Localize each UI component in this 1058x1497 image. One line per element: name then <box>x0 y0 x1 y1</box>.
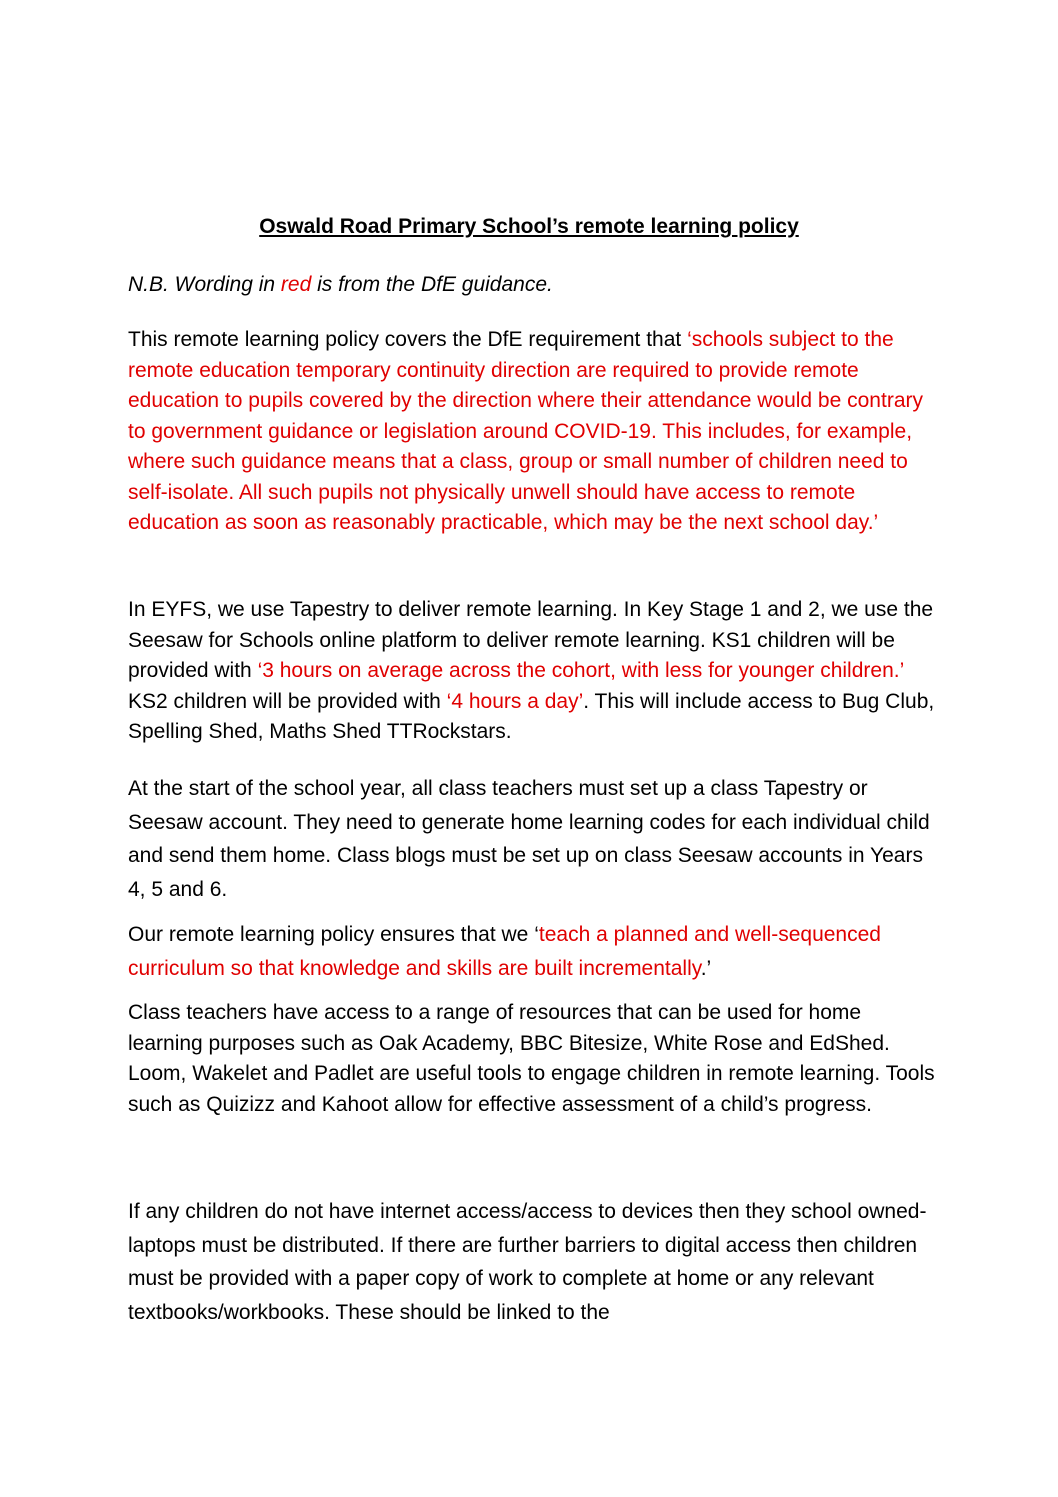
p2-a: In EYFS, we use Tapestry to deliver remote learning. In Key Stage 1 and 2, we use the Seesaw for Schools online platform to deliver remote learning. KS1 children will be provided with <box>128 598 934 682</box>
p1-quote: ‘schools subject to the remote education temporary continuity direction are required to provide remote education to pupils covered by the direction where their attendance would be contrary to government guidance or legislation around COVID-19. This includes, for example, where such guidance means that a class, group or small number of children need to self-isolate. All such pupils not physically unwell should have access to remote education as soon as reasonably practicable, which may be the next school day.’ <box>128 328 923 534</box>
paragraph-devices: If any children do not have internet access/access to devices then they school owned-laptops must be distributed. If there are further barriers to digital access then children must be provided with a paper copy of work to complete at home or any relevant textbooks/workbooks. These should be linked to the <box>128 1200 927 1324</box>
p4-a: Our remote learning policy ensures that we ‘ <box>128 923 539 946</box>
note-paragraph <box>128 270 938 301</box>
paragraph-curriculum <box>128 918 938 985</box>
note-prefix: N.B. Wording in <box>128 273 281 296</box>
page-title: Oswald Road Primary School’s remote learning policy <box>259 215 799 238</box>
paragraph-accounts: At the start of the school year, all class teachers must set up a class Tapestry or Seesaw account. They need to generate home learning codes for each individual child and send them home. Class blogs must be set up on class Seesaw accounts in Years 4, 5 and 6. <box>128 777 930 901</box>
paragraph-resources: Class teachers have access to a range of resources that can be used for home learning purposes such as Oak Academy, BBC Bitesize, White Rose and EdShed. Loom, Wakelet and Padlet are useful tools to engage children in remote learning. Tools such as Quizizz and Kahoot allow for effective assessment of a child’s progress. <box>128 1001 935 1116</box>
paragraph-platforms <box>128 595 938 748</box>
paragraph-dfe-requirement <box>128 325 938 539</box>
p2-c: KS2 children will be provided with <box>128 689 447 713</box>
p4-b: teach a planned and well-sequenced curriculum so that knowledge and skills are built incrementally <box>128 923 881 980</box>
note-red-word: red <box>280 273 312 296</box>
p1-intro: This remote learning policy covers the DfE requirement that <box>128 328 688 351</box>
p4-c: .’ <box>700 956 712 980</box>
p2-b: ‘3 hours on average across the cohort, with less for younger children.’ <box>257 659 904 682</box>
note-suffix: is from the DfE guidance. <box>311 273 553 296</box>
p2-e: . This will include access to Bug Club, Spelling Shed, Maths Shed TTRockstars. <box>128 689 935 743</box>
p2-d: ‘4 hours a day’ <box>446 689 584 713</box>
